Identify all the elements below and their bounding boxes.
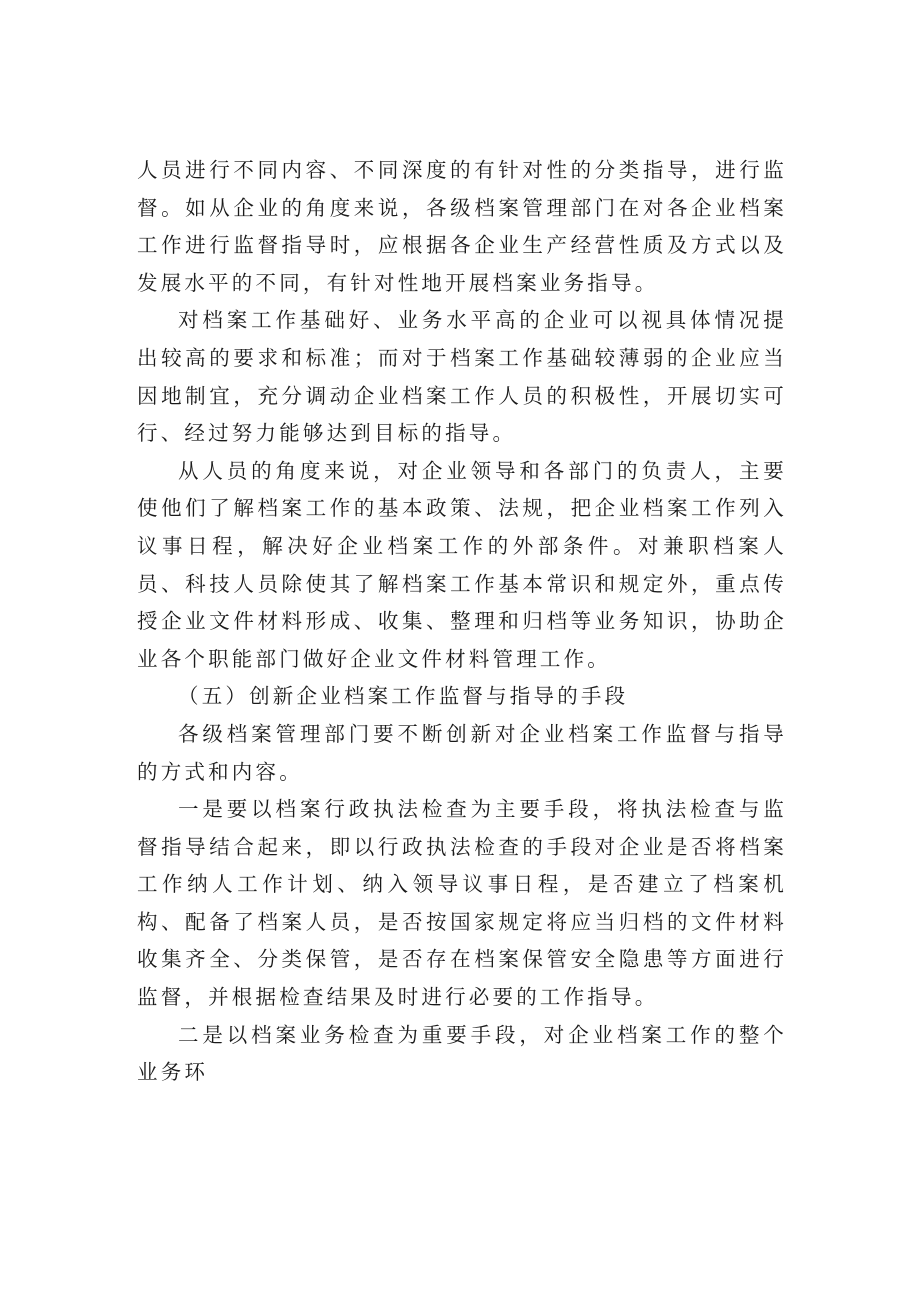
paragraph: 二是以档案业务检查为重要手段，对企业档案工作的整个业务环 [137, 1022, 787, 1085]
paragraph: 从人员的角度来说，对企业领导和各部门的负责人，主要使他们了解档案工作的基本政策、法规，把企业档案工作列入议事日程，解决好企业档案工作的外部条件。对兼职档案人员、科技人员除使其了解档案工作基本常识和规定外，重点传授企业文件材料形成、收集、整理和归档等业务知识，协助企业各个职能部门做好企业文件材料管理工作。 [137, 458, 787, 671]
document-body [137, 152, 787, 1092]
paragraph: 一是要以档案行政执法检查为主要手段，将执法检查与监督指导结合起来，即以行政执法检查的手段对企业是否将档案工作纳人工作计划、纳入领导议事日程，是否建立了档案机构、配备了档案人员，是否按国家规定将应当归档的文件材料收集齐全、分类保管，是否存在档案保管安全隐患等方面进行监督，并根据检查结果及时进行必要的工作指导。 [137, 797, 787, 1010]
section-heading: （五）创新企业档案工作监督与指导的手段 [178, 684, 629, 709]
paragraph-continued: 人员进行不同内容、不同深度的有针对性的分类指导，进行监督。如从企业的角度来说，各级档案管理部门在对各企业档案工作进行监督指导时，应根据各企业生产经营性质及方式以及发展水平的不同，有针对性地开展档案业务指导。 [137, 158, 787, 295]
paragraph: 各级档案管理部门要不断创新对企业档案工作监督与指导的方式和内容。 [137, 721, 787, 784]
paragraph: 对档案工作基础好、业务水平高的企业可以视具体情况提出较高的要求和标准；而对于档案工作基础较薄弱的企业应当因地制宜，充分调动企业档案工作人员的积极性，开展切实可行、经过努力能够达到目标的指导。 [137, 308, 787, 446]
